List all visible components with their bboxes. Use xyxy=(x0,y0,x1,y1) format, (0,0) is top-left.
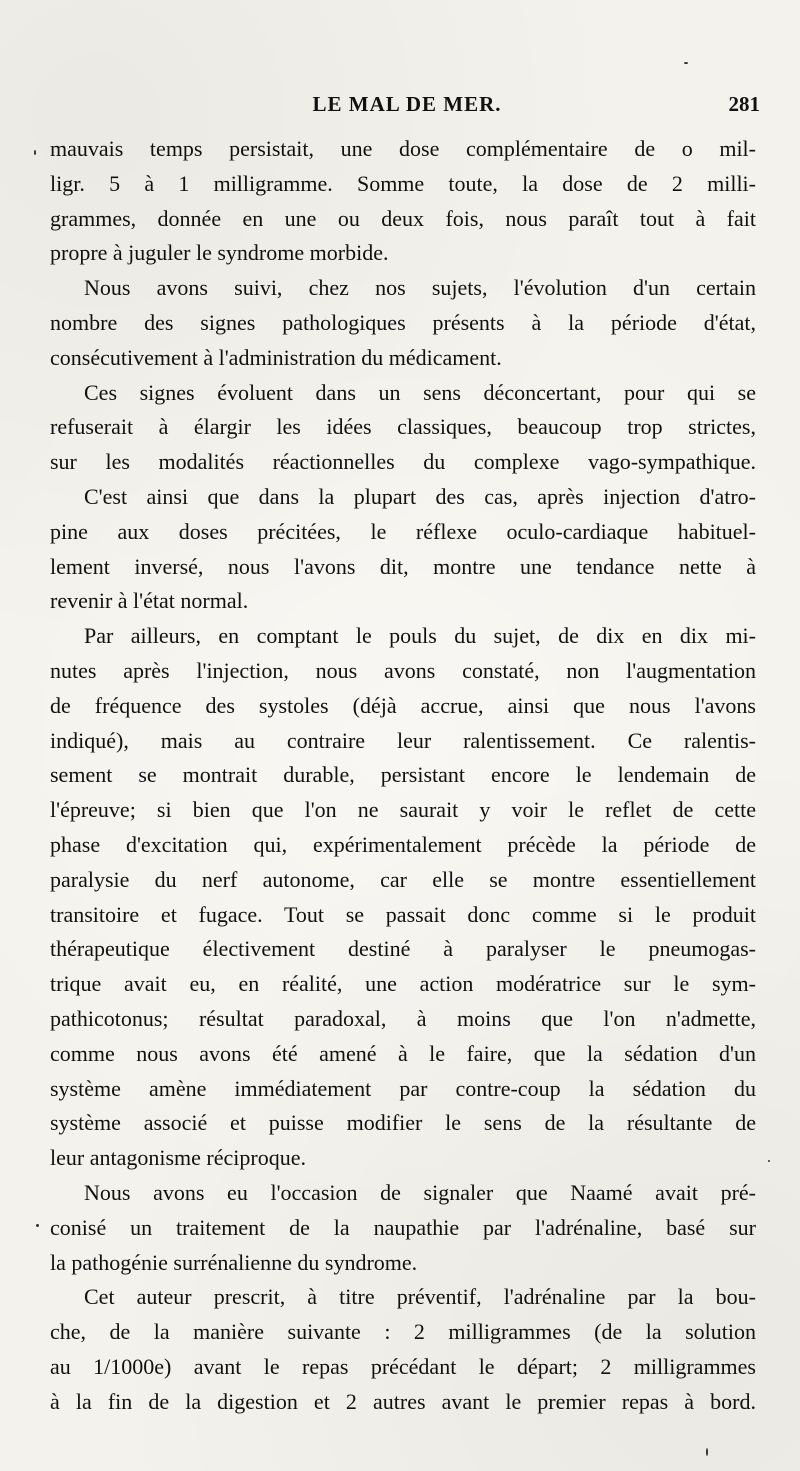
print-speck xyxy=(34,150,36,155)
text-line: refuserait à élargir les idées classiques, beaucoup trop strictes, xyxy=(50,414,756,440)
text-line: l'épreuve; si bien que l'on ne saurait y voir le reflet de cette xyxy=(50,797,756,823)
text-line: revenir à l'état normal. xyxy=(50,588,249,614)
text-line: système associé et puisse modifier le sens de la résultante de xyxy=(50,1110,756,1136)
text-line: Ces signes évoluent dans un sens déconcertant, pour qui se xyxy=(84,379,756,405)
text-line: Par ailleurs, en comptant le pouls du sujet, de dix en dix mi- xyxy=(84,623,756,649)
text-line: Nous avons suivi, chez nos sujets, l'évolution d'un certain xyxy=(84,275,756,301)
print-speck xyxy=(706,1448,708,1456)
text-line: système amène immédiatement par contre-coup la sédation du xyxy=(50,1075,756,1101)
print-speck xyxy=(684,62,688,64)
text-line: paralysie du nerf autonome, car elle se montre essentiellement xyxy=(50,866,756,892)
text-line: che, de la manière suivante : 2 milligrammes (de la solution xyxy=(50,1319,756,1345)
print-speck xyxy=(768,1160,770,1162)
text-line: leur antagonisme réciproque. xyxy=(50,1145,306,1171)
text-line: lement inversé, nous l'avons dit, montre une tendance nette à xyxy=(50,553,756,579)
text-line: C'est ainsi que dans la plupart des cas, après injection d'atro- xyxy=(84,483,756,509)
page-number: 281 xyxy=(728,92,760,116)
text-line: pathicotonus; résultat paradoxal, à moins que l'on n'admette, xyxy=(50,1005,756,1031)
text-line: ligr. 5 à 1 milligramme. Somme toute, la dose de 2 milli- xyxy=(50,170,756,196)
text-line: Cet auteur prescrit, à titre préventif, l'adrénaline par la bou- xyxy=(84,1284,756,1310)
running-header xyxy=(50,92,764,122)
text-line: conisé un traitement de la naupathie par l'adrénaline, basé sur xyxy=(50,1214,756,1240)
text-line: la pathogénie surrénalienne du syndrome. xyxy=(50,1249,418,1275)
text-line: sement se montrait durable, persistant encore le lendemain de xyxy=(50,762,756,788)
text-line: indiqué), mais au contraire leur ralentissement. Ce ralentis- xyxy=(50,727,756,753)
text-line: consécutivement à l'administration du médicament. xyxy=(50,344,502,370)
text-line: propre à juguler le syndrome morbide. xyxy=(50,240,389,266)
text-line: Nous avons eu l'occasion de signaler que Naamé avait pré- xyxy=(84,1179,756,1205)
text-line: mauvais temps persistait, une dose complémentaire de o mil- xyxy=(50,136,756,161)
text-line: nutes après l'injection, nous avons constaté, non l'augmentation xyxy=(50,657,756,683)
text-line: grammes, donnée en une ou deux fois, nous paraît tout à fait xyxy=(50,205,756,231)
text-line: pine aux doses précitées, le réflexe oculo-cardiaque habituel- xyxy=(50,518,756,544)
text-line: au 1/1000e) avant le repas précédant le départ; 2 milligrammes xyxy=(50,1353,756,1379)
text-line: transitoire et fugace. Tout se passait donc comme si le produit xyxy=(50,901,756,927)
print-speck xyxy=(36,1224,39,1227)
running-title: LE MAL DE MER. xyxy=(312,92,502,116)
text-line: thérapeutique électivement destiné à paralyser le pneumogas- xyxy=(50,936,756,962)
text-line: de fréquence des systoles (déjà accrue, ainsi que nous l'avons xyxy=(50,692,756,718)
text-line: comme nous avons été amené à le faire, que la sédation d'un xyxy=(50,1040,756,1066)
text-line: à la fin de la digestion et 2 autres avant le premier repas à bord. xyxy=(50,1388,756,1414)
body-text xyxy=(50,132,756,1419)
text-line: nombre des signes pathologiques présents à la période d'état, xyxy=(50,309,756,335)
text-line: sur les modalités réactionnelles du complexe vago-sympathique. xyxy=(50,449,756,475)
text-line: trique avait eu, en réalité, une action modératrice sur le sym- xyxy=(50,971,756,997)
text-line: phase d'excitation qui, expérimentalement précède la période de xyxy=(50,831,756,857)
